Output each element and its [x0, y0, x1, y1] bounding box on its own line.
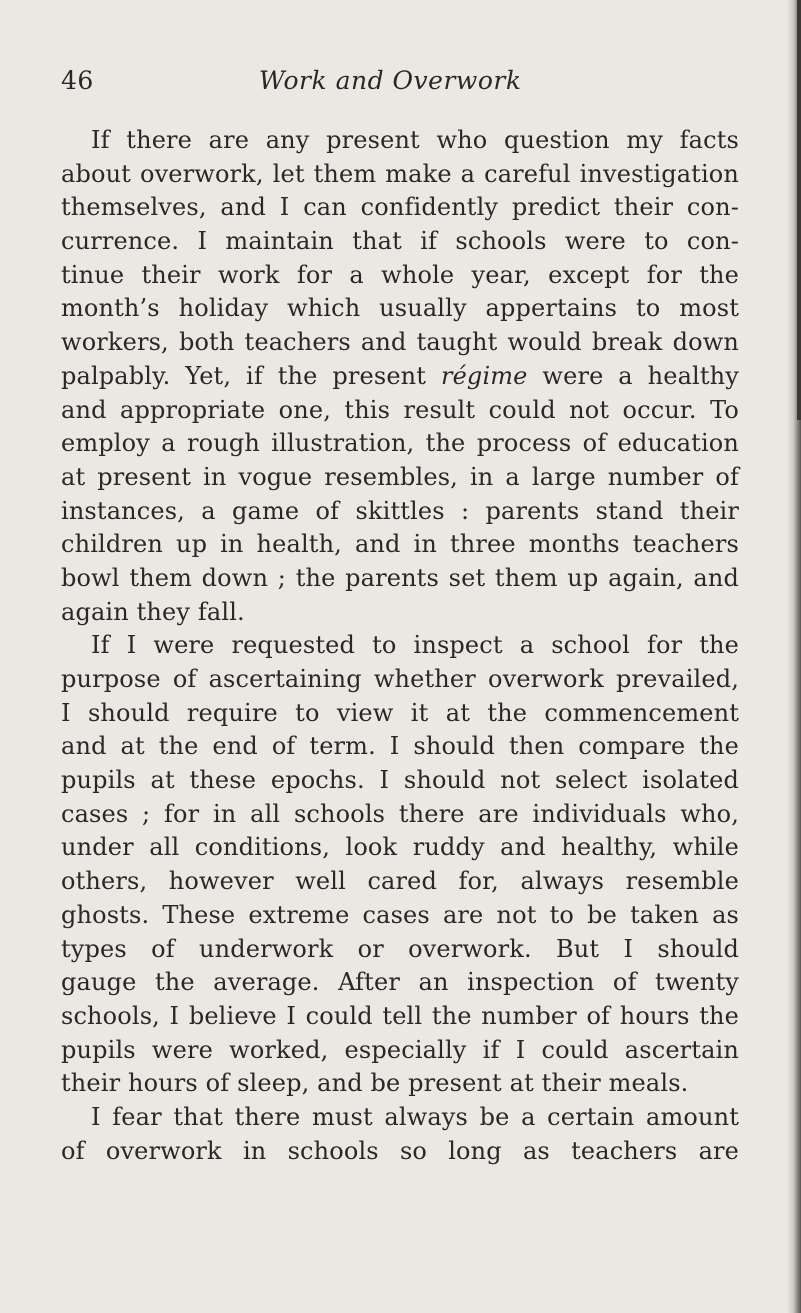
text-line: purpose of ascertaining whether overwork prevailed, — [61, 665, 739, 693]
text-line: pupils were worked, especially if I could ascertain — [61, 1035, 739, 1064]
text-line: and at the end of term. I should then compare the — [61, 732, 739, 761]
running-title: Work and Overwork — [259, 66, 522, 95]
text-line: employ a rough illustration, the process of education — [61, 429, 739, 458]
text-line: and appropriate one, this result could not occur. To — [61, 395, 739, 424]
italic-word: régime — [440, 361, 528, 390]
page-edge-binding — [797, 0, 801, 420]
text-line: schools, I believe I could tell the number of hours the — [61, 1001, 739, 1030]
text-line: I fear that there must always be a certain amount — [91, 1102, 739, 1131]
text-line: children up in health, and in three months teachers — [61, 530, 739, 559]
text-line: bowl them down ; the parents set them up again, and — [61, 563, 739, 592]
text-line: month’s holiday which usually appertains to most — [61, 294, 739, 323]
text-line: types of underwork or overwork. But I should — [61, 934, 739, 963]
running-head — [61, 66, 741, 106]
text-line: If there are any present who question my facts — [91, 126, 739, 154]
text-line: at present in vogue resembles, in a large number of — [61, 462, 739, 491]
text-line: themselves, and I can confidently predict their con- — [61, 193, 739, 222]
text-line: under all conditions, look ruddy and healthy, while — [61, 833, 739, 862]
text-line: about overwork, let them make a careful investigation — [61, 159, 739, 188]
page-number: 46 — [61, 66, 94, 95]
text-line: again they fall. — [61, 597, 245, 626]
body-text — [61, 124, 739, 1168]
text-line: others, however well cared for, always resemble — [61, 867, 739, 896]
text-line: instances, a game of skittles : parents stand their — [61, 496, 739, 525]
text-line: cases ; for in all schools there are individuals who, — [61, 799, 739, 828]
text-line: gauge the average. After an inspection of twenty — [61, 968, 739, 997]
text-line: If I were requested to inspect a school for the — [91, 631, 739, 660]
text-line: I should require to view it at the commencement — [61, 698, 739, 727]
text-line: pupils at these epochs. I should not select isolated — [61, 766, 739, 795]
text-line: tinue their work for a whole year, except for the — [61, 260, 739, 289]
text-line: currence. I maintain that if schools were to con- — [61, 227, 739, 256]
text-line: palpably. Yet, if the present régime were a healthy — [61, 361, 739, 390]
text-line: ghosts. These extreme cases are not to be taken as — [61, 900, 739, 929]
text-line: their hours of sleep, and be present at their meals. — [61, 1069, 689, 1098]
text-line: of overwork in schools so long as teachers are — [61, 1136, 739, 1165]
text-line: workers, both teachers and taught would break down — [61, 328, 739, 357]
